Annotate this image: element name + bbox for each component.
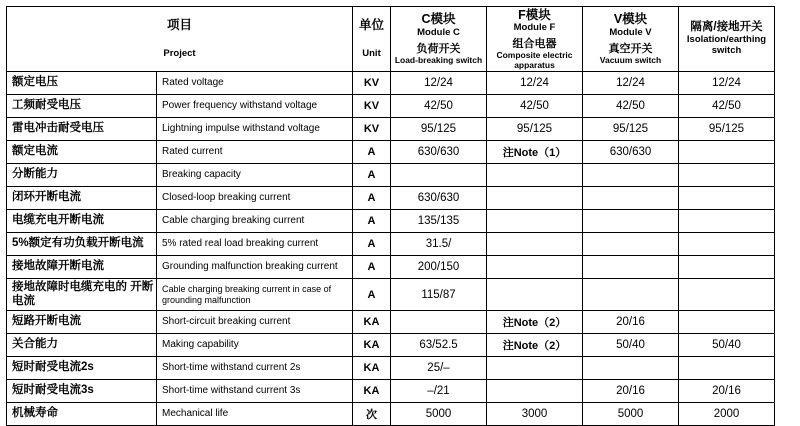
cell-module-v: 12/24 [583,72,679,95]
row-label-cn: 接地故障开断电流 [7,256,157,279]
row-unit: A [353,187,391,210]
cell-module-v [583,233,679,256]
table-row [7,72,775,95]
row-label-cn: 雷电冲击耐受电压 [7,118,157,141]
cell-module-v [583,279,679,311]
row-label-cn: 关合能力 [7,334,157,357]
cell-module-f: 注Note（2） [487,311,583,334]
cell-module-v [583,357,679,380]
header-module-c [391,7,487,72]
cell-module-v: 630/630 [583,141,679,164]
specification-table [6,6,775,426]
header-module-v-sub-cn: 真空开关 [608,42,653,55]
cell-module-c: 63/52.5 [391,334,487,357]
row-unit: KA [353,380,391,403]
row-label-cn: 额定电压 [7,72,157,95]
row-unit: A [353,210,391,233]
cell-isolation: 2000 [679,403,775,426]
cell-module-v [583,164,679,187]
cell-isolation [679,233,775,256]
table-body [7,72,775,426]
cell-isolation: 42/50 [679,95,775,118]
cell-module-f: 注Note（1） [487,141,583,164]
header-unit-en: Unit [362,47,381,59]
row-unit: KV [353,118,391,141]
header-unit [353,7,391,72]
header-module-f-sub-cn: 组合电器 [512,37,557,50]
cell-module-f [487,210,583,233]
table-row [7,141,775,164]
row-label-cn: 5%额定有功负载开断电流 [7,233,157,256]
header-module-c-sub-en: Load-breaking switch [394,55,483,66]
header-isolation-switch-cn: 隔离/接地开关 [690,20,763,33]
table-row [7,334,775,357]
cell-isolation [679,141,775,164]
header-item-cn: 项目 [166,18,192,33]
cell-module-c: 12/24 [391,72,487,95]
header-isolation-switch [679,7,775,72]
table-row [7,279,775,311]
table-row [7,403,775,426]
cell-module-v: 42/50 [583,95,679,118]
cell-module-c: 25/– [391,357,487,380]
table-row [7,95,775,118]
row-label-cn: 额定电流 [7,141,157,164]
cell-isolation [679,279,775,311]
cell-isolation: 95/125 [679,118,775,141]
row-label-en: Short-circuit breaking current [157,311,353,334]
cell-module-c [391,311,487,334]
row-unit: A [353,279,391,311]
cell-module-f [487,187,583,210]
header-module-f-sub-en: Composite electric apparatus [496,50,573,70]
row-label-cn: 短时耐受电流2s [7,357,157,380]
cell-module-f: 95/125 [487,118,583,141]
cell-isolation [679,187,775,210]
cell-module-f [487,279,583,311]
cell-module-c: –/21 [391,380,487,403]
row-label-en: Rated voltage [157,72,353,95]
header-module-c-cn: C模块 [421,12,456,27]
table-row [7,311,775,334]
row-unit: A [353,256,391,279]
row-unit: KV [353,72,391,95]
cell-isolation [679,311,775,334]
header-item [7,7,353,72]
cell-module-c: 200/150 [391,256,487,279]
row-label-en: Rated current [157,141,353,164]
row-label-en: Lightning impulse withstand voltage [157,118,353,141]
cell-module-f: 3000 [487,403,583,426]
table-row [7,233,775,256]
row-unit: 次 [353,403,391,426]
table-row [7,210,775,233]
row-label-en: Power frequency withstand voltage [157,95,353,118]
cell-isolation: 20/16 [679,380,775,403]
table-row [7,118,775,141]
header-module-c-en: Module C [417,26,460,38]
header-module-v-sub-en: Vacuum switch [599,55,662,66]
row-unit: KV [353,95,391,118]
cell-module-f [487,256,583,279]
cell-isolation: 50/40 [679,334,775,357]
cell-isolation [679,164,775,187]
header-isolation-switch-en: Isolation/earthing switch [686,34,767,57]
cell-module-v: 20/16 [583,380,679,403]
cell-module-v: 20/16 [583,311,679,334]
row-label-en: Mechanical life [157,403,353,426]
cell-module-f [487,164,583,187]
row-unit: A [353,164,391,187]
header-module-f-en: Module F [513,21,556,33]
header-module-f-cn: F模块 [518,7,551,22]
header-item-en: Project [163,47,196,59]
cell-module-c: 630/630 [391,187,487,210]
row-label-cn: 短路开断电流 [7,311,157,334]
row-label-en: Closed-loop breaking current [157,187,353,210]
cell-module-f: 注Note（2） [487,334,583,357]
cell-module-c: 135/135 [391,210,487,233]
table-row [7,380,775,403]
cell-module-f [487,233,583,256]
row-label-cn: 电缆充电开断电流 [7,210,157,233]
cell-module-c: 95/125 [391,118,487,141]
row-label-cn: 接地故障时电缆充电的 开断电流 [7,279,157,311]
header-module-v [583,7,679,72]
cell-module-c: 31.5/ [391,233,487,256]
row-label-en: 5% rated real load breaking current [157,233,353,256]
row-label-cn: 闭环开断电流 [7,187,157,210]
row-label-en: Grounding malfunction breaking current [157,256,353,279]
cell-module-v [583,210,679,233]
spec-sheet [0,6,800,421]
cell-module-c [391,164,487,187]
row-unit: KA [353,334,391,357]
row-label-cn: 短时耐受电流3s [7,380,157,403]
row-unit: KA [353,311,391,334]
row-label-en: Short-time withstand current 2s [157,357,353,380]
cell-module-v: 5000 [583,403,679,426]
header-module-f [487,7,583,72]
cell-module-v: 95/125 [583,118,679,141]
row-unit: A [353,233,391,256]
header-module-v-en: Module V [609,26,652,38]
cell-module-v [583,256,679,279]
cell-module-c: 42/50 [391,95,487,118]
cell-module-v: 50/40 [583,334,679,357]
row-label-cn: 工频耐受电压 [7,95,157,118]
header-module-c-sub-cn: 负荷开关 [416,42,461,55]
cell-module-c: 630/630 [391,141,487,164]
row-unit: A [353,141,391,164]
cell-module-c: 115/87 [391,279,487,311]
cell-module-f: 12/24 [487,72,583,95]
cell-isolation [679,210,775,233]
table-row [7,256,775,279]
row-unit: KA [353,357,391,380]
row-label-cn: 机械寿命 [7,403,157,426]
cell-module-v [583,187,679,210]
row-label-en: Making capability [157,334,353,357]
cell-module-f: 42/50 [487,95,583,118]
table-header-row [7,7,775,72]
header-unit-cn: 单位 [358,18,384,33]
cell-module-c: 5000 [391,403,487,426]
row-label-en: Cable charging breaking current in case of grounding malfunction [157,279,353,311]
table-row [7,187,775,210]
table-row [7,164,775,187]
header-module-v-cn: V模块 [613,12,648,27]
cell-module-f [487,380,583,403]
cell-isolation [679,357,775,380]
table-row [7,357,775,380]
cell-module-f [487,357,583,380]
cell-isolation: 12/24 [679,72,775,95]
row-label-en: Short-time withstand current 3s [157,380,353,403]
cell-isolation [679,256,775,279]
row-label-cn: 分断能力 [7,164,157,187]
row-label-en: Breaking capacity [157,164,353,187]
row-label-en: Cable charging breaking current [157,210,353,233]
